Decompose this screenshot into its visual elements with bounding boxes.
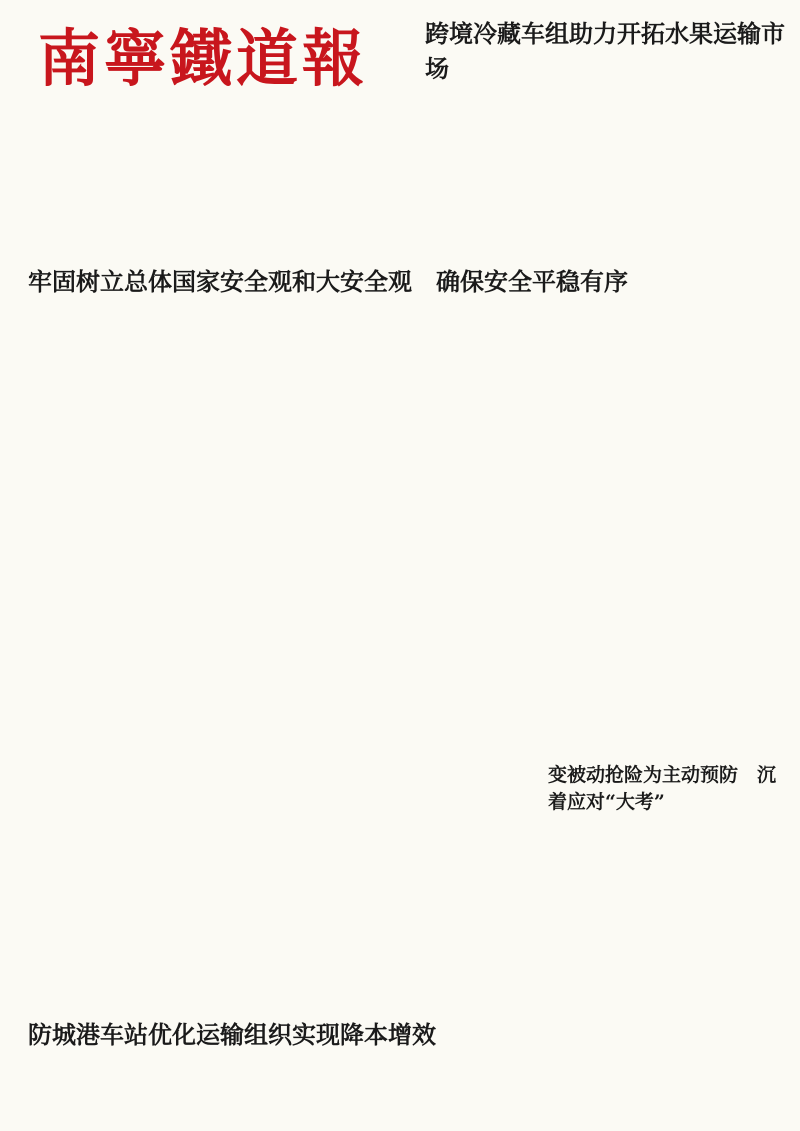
masthead (38, 22, 369, 95)
lead-headline: 牢固树立总体国家安全观和大安全观 确保安全平稳有序 (28, 267, 628, 296)
top-story-headline: 跨境冷藏车组助力开拓水果运输市场 (425, 19, 785, 83)
side-headline: 变被动抢险为主动预防 沉着应对“大考” (548, 764, 777, 813)
bottom-headline: 防城港车站优化运输组织实现降本增效 (28, 1020, 436, 1049)
masthead-title: 南寧鐵道報 (38, 22, 369, 95)
